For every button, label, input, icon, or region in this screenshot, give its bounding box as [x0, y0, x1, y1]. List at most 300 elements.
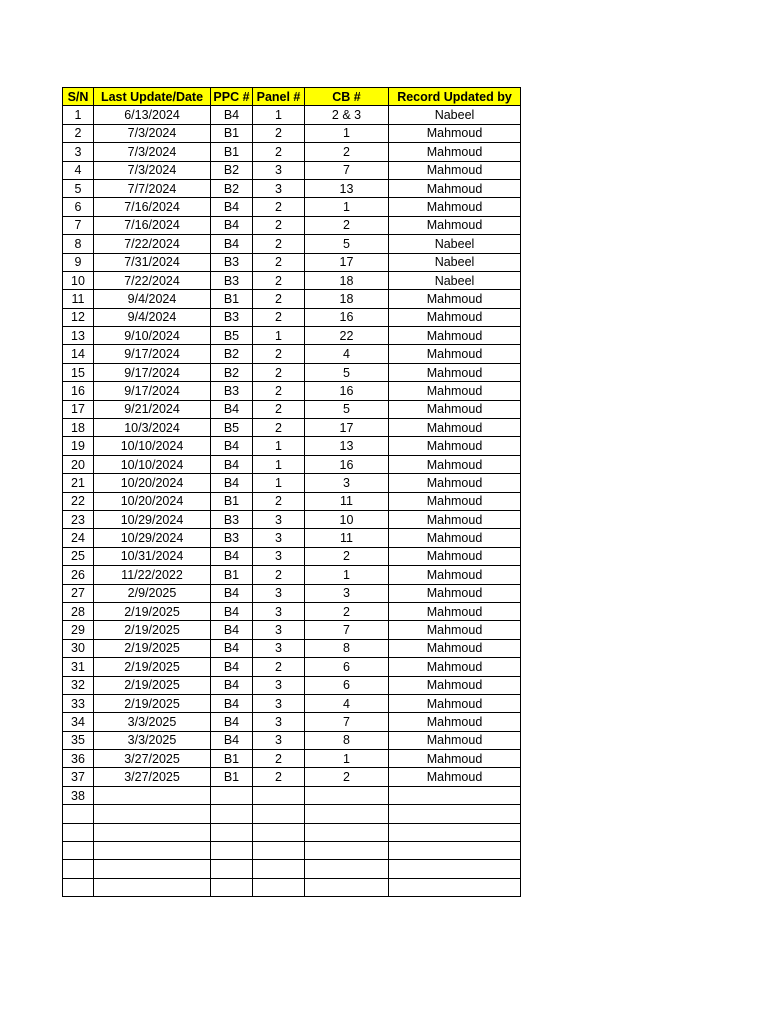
cell-updated-by[interactable]: Mahmoud: [389, 731, 521, 749]
cell-cb[interactable]: [305, 878, 389, 896]
cell-date[interactable]: 7/3/2024: [94, 143, 211, 161]
cell-date[interactable]: 2/19/2025: [94, 602, 211, 620]
cell-date[interactable]: 9/4/2024: [94, 290, 211, 308]
cell-date[interactable]: 7/3/2024: [94, 161, 211, 179]
table-row: [63, 676, 521, 694]
cell-sn[interactable]: 38: [63, 786, 94, 804]
table-row: [63, 400, 521, 418]
cell-panel[interactable]: 3: [253, 731, 305, 749]
cell-updated-by[interactable]: Mahmoud: [389, 639, 521, 657]
cell-cb[interactable]: 2 & 3: [305, 106, 389, 124]
cell-cb[interactable]: 18: [305, 271, 389, 289]
cell-cb[interactable]: 3: [305, 474, 389, 492]
table-row: [63, 437, 521, 455]
cell-cb[interactable]: 16: [305, 308, 389, 326]
cell-panel[interactable]: 3: [253, 676, 305, 694]
cell-ppc[interactable]: [211, 786, 253, 804]
cell-updated-by[interactable]: Mahmoud: [389, 584, 521, 602]
cell-cb[interactable]: 2: [305, 216, 389, 234]
cell-date[interactable]: 7/31/2024: [94, 253, 211, 271]
cell-date[interactable]: 9/4/2024: [94, 308, 211, 326]
table-row: [63, 382, 521, 400]
cell-updated-by[interactable]: Nabeel: [389, 271, 521, 289]
cell-cb[interactable]: 10: [305, 510, 389, 528]
cell-ppc[interactable]: B2: [211, 363, 253, 381]
cell-cb[interactable]: 11: [305, 529, 389, 547]
cell-date[interactable]: [94, 878, 211, 896]
cell-date[interactable]: 2/9/2025: [94, 584, 211, 602]
cell-cb[interactable]: 2: [305, 143, 389, 161]
cell-ppc[interactable]: B4: [211, 658, 253, 676]
cell-panel[interactable]: 3: [253, 694, 305, 712]
cell-panel[interactable]: 2: [253, 198, 305, 216]
cell-updated-by[interactable]: Mahmoud: [389, 547, 521, 565]
cell-cb[interactable]: 6: [305, 658, 389, 676]
cell-updated-by[interactable]: Mahmoud: [389, 566, 521, 584]
cell-date[interactable]: 3/27/2025: [94, 750, 211, 768]
update-records-table: [62, 87, 521, 897]
cell-date[interactable]: 10/10/2024: [94, 455, 211, 473]
cell-cb[interactable]: [305, 786, 389, 804]
cell-date[interactable]: 7/22/2024: [94, 271, 211, 289]
table-row: [63, 768, 521, 786]
table-row: [63, 161, 521, 179]
cell-sn[interactable]: [63, 842, 94, 860]
cell-sn[interactable]: 1: [63, 106, 94, 124]
header-ppc: PPC #: [211, 88, 253, 106]
table-row: [63, 860, 521, 878]
table-row: [63, 363, 521, 381]
cell-date[interactable]: 10/10/2024: [94, 437, 211, 455]
cell-panel[interactable]: 3: [253, 179, 305, 197]
cell-date[interactable]: 3/27/2025: [94, 768, 211, 786]
cell-cb[interactable]: 5: [305, 400, 389, 418]
cell-date[interactable]: 2/19/2025: [94, 639, 211, 657]
cell-cb[interactable]: 16: [305, 455, 389, 473]
cell-panel[interactable]: 2: [253, 382, 305, 400]
cell-ppc[interactable]: B3: [211, 382, 253, 400]
cell-ppc[interactable]: B1: [211, 143, 253, 161]
cell-ppc[interactable]: B2: [211, 161, 253, 179]
cell-updated-by[interactable]: Mahmoud: [389, 621, 521, 639]
cell-sn[interactable]: 24: [63, 529, 94, 547]
table-row: [63, 547, 521, 565]
cell-date[interactable]: 7/3/2024: [94, 124, 211, 142]
cell-ppc[interactable]: B4: [211, 547, 253, 565]
cell-updated-by[interactable]: Mahmoud: [389, 290, 521, 308]
cell-date[interactable]: 10/29/2024: [94, 529, 211, 547]
cell-sn[interactable]: 15: [63, 363, 94, 381]
cell-cb[interactable]: 17: [305, 419, 389, 437]
cell-sn[interactable]: 36: [63, 750, 94, 768]
cell-sn[interactable]: [63, 823, 94, 841]
cell-updated-by[interactable]: Mahmoud: [389, 768, 521, 786]
cell-sn[interactable]: 30: [63, 639, 94, 657]
cell-date[interactable]: 7/22/2024: [94, 235, 211, 253]
cell-updated-by[interactable]: Mahmoud: [389, 658, 521, 676]
cell-date[interactable]: 7/16/2024: [94, 216, 211, 234]
cell-ppc[interactable]: B2: [211, 345, 253, 363]
cell-updated-by[interactable]: [389, 805, 521, 823]
table-row: [63, 143, 521, 161]
cell-panel[interactable]: 2: [253, 492, 305, 510]
cell-cb[interactable]: 2: [305, 768, 389, 786]
cell-panel[interactable]: [253, 823, 305, 841]
cell-cb[interactable]: 7: [305, 161, 389, 179]
cell-ppc[interactable]: B4: [211, 621, 253, 639]
cell-ppc[interactable]: [211, 805, 253, 823]
table-row: [63, 179, 521, 197]
cell-date[interactable]: 10/20/2024: [94, 474, 211, 492]
cell-updated-by[interactable]: Mahmoud: [389, 216, 521, 234]
table-row: [63, 345, 521, 363]
cell-sn[interactable]: [63, 805, 94, 823]
cell-date[interactable]: 3/3/2025: [94, 713, 211, 731]
cell-date[interactable]: 2/19/2025: [94, 676, 211, 694]
cell-sn[interactable]: 2: [63, 124, 94, 142]
cell-ppc[interactable]: B4: [211, 639, 253, 657]
cell-cb[interactable]: 2: [305, 602, 389, 620]
cell-date[interactable]: 9/10/2024: [94, 327, 211, 345]
cell-updated-by[interactable]: [389, 823, 521, 841]
cell-panel[interactable]: 2: [253, 566, 305, 584]
cell-ppc[interactable]: B4: [211, 676, 253, 694]
cell-sn[interactable]: 37: [63, 768, 94, 786]
cell-updated-by[interactable]: [389, 842, 521, 860]
cell-ppc[interactable]: B4: [211, 455, 253, 473]
cell-updated-by[interactable]: Mahmoud: [389, 694, 521, 712]
cell-date[interactable]: [94, 805, 211, 823]
cell-sn[interactable]: 25: [63, 547, 94, 565]
cell-date[interactable]: 2/19/2025: [94, 621, 211, 639]
cell-panel[interactable]: [253, 878, 305, 896]
table-row: [63, 694, 521, 712]
cell-panel[interactable]: [253, 805, 305, 823]
cell-cb[interactable]: 5: [305, 235, 389, 253]
table-row: [63, 198, 521, 216]
cell-sn[interactable]: 17: [63, 400, 94, 418]
cell-panel[interactable]: 1: [253, 455, 305, 473]
cell-cb[interactable]: 5: [305, 363, 389, 381]
cell-sn[interactable]: 12: [63, 308, 94, 326]
cell-ppc[interactable]: B5: [211, 419, 253, 437]
cell-ppc[interactable]: B1: [211, 768, 253, 786]
cell-sn[interactable]: 7: [63, 216, 94, 234]
table-row: [63, 658, 521, 676]
cell-sn[interactable]: 31: [63, 658, 94, 676]
cell-sn[interactable]: 11: [63, 290, 94, 308]
cell-date[interactable]: [94, 823, 211, 841]
cell-date[interactable]: 10/20/2024: [94, 492, 211, 510]
table-row: [63, 455, 521, 473]
cell-panel[interactable]: 2: [253, 308, 305, 326]
cell-ppc[interactable]: B3: [211, 253, 253, 271]
table-row: [63, 842, 521, 860]
cell-ppc[interactable]: B3: [211, 529, 253, 547]
cell-date[interactable]: 9/21/2024: [94, 400, 211, 418]
cell-panel[interactable]: 2: [253, 253, 305, 271]
cell-ppc[interactable]: B4: [211, 731, 253, 749]
cell-panel[interactable]: 3: [253, 584, 305, 602]
cell-cb[interactable]: 18: [305, 290, 389, 308]
header-row: [63, 88, 521, 106]
cell-sn[interactable]: 5: [63, 179, 94, 197]
cell-updated-by[interactable]: Mahmoud: [389, 602, 521, 620]
cell-updated-by[interactable]: Mahmoud: [389, 510, 521, 528]
table-body: [63, 106, 521, 897]
table-row: [63, 510, 521, 528]
cell-panel[interactable]: 2: [253, 235, 305, 253]
cell-updated-by[interactable]: Nabeel: [389, 235, 521, 253]
cell-cb[interactable]: 3: [305, 584, 389, 602]
cell-date[interactable]: 9/17/2024: [94, 345, 211, 363]
table-row: [63, 216, 521, 234]
cell-ppc[interactable]: B4: [211, 602, 253, 620]
cell-panel[interactable]: 2: [253, 419, 305, 437]
cell-panel[interactable]: 1: [253, 327, 305, 345]
cell-ppc[interactable]: B3: [211, 510, 253, 528]
cell-ppc[interactable]: B4: [211, 713, 253, 731]
header-cb: CB #: [305, 88, 389, 106]
cell-cb[interactable]: 22: [305, 327, 389, 345]
table-row: [63, 290, 521, 308]
cell-cb[interactable]: 8: [305, 639, 389, 657]
cell-panel[interactable]: 2: [253, 271, 305, 289]
table-row: [63, 106, 521, 124]
cell-cb[interactable]: 4: [305, 345, 389, 363]
cell-sn[interactable]: 9: [63, 253, 94, 271]
cell-date[interactable]: 10/31/2024: [94, 547, 211, 565]
cell-date[interactable]: 7/16/2024: [94, 198, 211, 216]
cell-date[interactable]: 9/17/2024: [94, 363, 211, 381]
table-row: [63, 327, 521, 345]
cell-ppc[interactable]: B2: [211, 179, 253, 197]
cell-sn[interactable]: 6: [63, 198, 94, 216]
cell-cb[interactable]: 13: [305, 179, 389, 197]
cell-sn[interactable]: [63, 878, 94, 896]
cell-updated-by[interactable]: [389, 860, 521, 878]
cell-panel[interactable]: [253, 786, 305, 804]
cell-date[interactable]: 2/19/2025: [94, 694, 211, 712]
cell-panel[interactable]: [253, 842, 305, 860]
cell-date[interactable]: [94, 786, 211, 804]
cell-cb[interactable]: 2: [305, 547, 389, 565]
cell-date[interactable]: 10/3/2024: [94, 419, 211, 437]
cell-sn[interactable]: 29: [63, 621, 94, 639]
cell-date[interactable]: 6/13/2024: [94, 106, 211, 124]
header-sn: S/N: [63, 88, 94, 106]
cell-updated-by[interactable]: [389, 878, 521, 896]
cell-date[interactable]: 11/22/2022: [94, 566, 211, 584]
table-row: [63, 878, 521, 896]
cell-updated-by[interactable]: Mahmoud: [389, 750, 521, 768]
cell-ppc[interactable]: B1: [211, 290, 253, 308]
cell-sn[interactable]: 16: [63, 382, 94, 400]
cell-date[interactable]: [94, 842, 211, 860]
cell-updated-by[interactable]: Mahmoud: [389, 713, 521, 731]
cell-ppc[interactable]: B4: [211, 400, 253, 418]
cell-sn[interactable]: 18: [63, 419, 94, 437]
table-row: [63, 805, 521, 823]
cell-panel[interactable]: 2: [253, 768, 305, 786]
cell-cb[interactable]: [305, 805, 389, 823]
cell-ppc[interactable]: B3: [211, 271, 253, 289]
cell-sn[interactable]: 35: [63, 731, 94, 749]
cell-sn[interactable]: 10: [63, 271, 94, 289]
cell-cb[interactable]: 1: [305, 124, 389, 142]
cell-sn[interactable]: 22: [63, 492, 94, 510]
cell-updated-by[interactable]: Mahmoud: [389, 345, 521, 363]
cell-cb[interactable]: 11: [305, 492, 389, 510]
cell-sn[interactable]: 32: [63, 676, 94, 694]
cell-sn[interactable]: 23: [63, 510, 94, 528]
cell-updated-by[interactable]: Mahmoud: [389, 124, 521, 142]
cell-updated-by[interactable]: Mahmoud: [389, 179, 521, 197]
table-row: [63, 823, 521, 841]
cell-ppc[interactable]: B4: [211, 198, 253, 216]
cell-cb[interactable]: 6: [305, 676, 389, 694]
table-row: [63, 235, 521, 253]
cell-sn[interactable]: 13: [63, 327, 94, 345]
cell-ppc[interactable]: B4: [211, 474, 253, 492]
cell-cb[interactable]: 1: [305, 198, 389, 216]
cell-cb[interactable]: [305, 860, 389, 878]
cell-cb[interactable]: [305, 842, 389, 860]
cell-ppc[interactable]: B3: [211, 308, 253, 326]
cell-cb[interactable]: 16: [305, 382, 389, 400]
cell-panel[interactable]: 3: [253, 161, 305, 179]
cell-ppc[interactable]: [211, 823, 253, 841]
cell-date[interactable]: 7/7/2024: [94, 179, 211, 197]
cell-updated-by[interactable]: Mahmoud: [389, 529, 521, 547]
cell-panel[interactable]: 2: [253, 400, 305, 418]
cell-panel[interactable]: 3: [253, 547, 305, 565]
cell-panel[interactable]: 2: [253, 216, 305, 234]
cell-sn[interactable]: [63, 860, 94, 878]
cell-updated-by[interactable]: Nabeel: [389, 253, 521, 271]
cell-sn[interactable]: 4: [63, 161, 94, 179]
cell-panel[interactable]: 1: [253, 474, 305, 492]
cell-cb[interactable]: 17: [305, 253, 389, 271]
cell-panel[interactable]: 2: [253, 290, 305, 308]
cell-updated-by[interactable]: Mahmoud: [389, 419, 521, 437]
cell-sn[interactable]: 28: [63, 602, 94, 620]
cell-date[interactable]: 10/29/2024: [94, 510, 211, 528]
cell-panel[interactable]: 3: [253, 639, 305, 657]
cell-updated-by[interactable]: Nabeel: [389, 106, 521, 124]
cell-cb[interactable]: [305, 823, 389, 841]
cell-cb[interactable]: 8: [305, 731, 389, 749]
cell-sn[interactable]: 20: [63, 455, 94, 473]
cell-panel[interactable]: 2: [253, 345, 305, 363]
cell-sn[interactable]: 34: [63, 713, 94, 731]
cell-date[interactable]: 3/3/2025: [94, 731, 211, 749]
cell-panel[interactable]: 3: [253, 529, 305, 547]
cell-updated-by[interactable]: [389, 786, 521, 804]
cell-updated-by[interactable]: Mahmoud: [389, 308, 521, 326]
cell-panel[interactable]: 1: [253, 437, 305, 455]
cell-panel[interactable]: 2: [253, 143, 305, 161]
cell-updated-by[interactable]: Mahmoud: [389, 676, 521, 694]
cell-cb[interactable]: 7: [305, 713, 389, 731]
cell-updated-by[interactable]: Mahmoud: [389, 437, 521, 455]
cell-panel[interactable]: 2: [253, 124, 305, 142]
cell-updated-by[interactable]: Mahmoud: [389, 161, 521, 179]
cell-updated-by[interactable]: Mahmoud: [389, 198, 521, 216]
cell-cb[interactable]: 1: [305, 750, 389, 768]
table-row: [63, 492, 521, 510]
cell-ppc[interactable]: [211, 842, 253, 860]
table-row: [63, 731, 521, 749]
cell-cb[interactable]: 7: [305, 621, 389, 639]
table-row: [63, 124, 521, 142]
cell-sn[interactable]: 14: [63, 345, 94, 363]
cell-updated-by[interactable]: Mahmoud: [389, 474, 521, 492]
cell-panel[interactable]: [253, 860, 305, 878]
cell-ppc[interactable]: B1: [211, 492, 253, 510]
cell-ppc[interactable]: B4: [211, 235, 253, 253]
cell-panel[interactable]: 2: [253, 363, 305, 381]
cell-ppc[interactable]: B4: [211, 216, 253, 234]
cell-sn[interactable]: 19: [63, 437, 94, 455]
cell-ppc[interactable]: B1: [211, 566, 253, 584]
table-row: [63, 271, 521, 289]
cell-panel[interactable]: 3: [253, 510, 305, 528]
cell-panel[interactable]: 2: [253, 658, 305, 676]
cell-cb[interactable]: 1: [305, 566, 389, 584]
cell-sn[interactable]: 26: [63, 566, 94, 584]
table-row: [63, 750, 521, 768]
cell-ppc[interactable]: B4: [211, 694, 253, 712]
cell-ppc[interactable]: B4: [211, 584, 253, 602]
table-row: [63, 584, 521, 602]
cell-updated-by[interactable]: Mahmoud: [389, 400, 521, 418]
table-row: [63, 602, 521, 620]
table-row: [63, 713, 521, 731]
cell-updated-by[interactable]: Mahmoud: [389, 143, 521, 161]
cell-date[interactable]: [94, 860, 211, 878]
cell-ppc[interactable]: B1: [211, 124, 253, 142]
cell-panel[interactable]: 1: [253, 106, 305, 124]
cell-panel[interactable]: 3: [253, 602, 305, 620]
cell-updated-by[interactable]: Mahmoud: [389, 382, 521, 400]
cell-updated-by[interactable]: Mahmoud: [389, 492, 521, 510]
cell-updated-by[interactable]: Mahmoud: [389, 327, 521, 345]
header-panel: Panel #: [253, 88, 305, 106]
cell-panel[interactable]: 3: [253, 713, 305, 731]
cell-date[interactable]: 9/17/2024: [94, 382, 211, 400]
cell-sn[interactable]: 8: [63, 235, 94, 253]
cell-ppc[interactable]: B1: [211, 750, 253, 768]
cell-sn[interactable]: 21: [63, 474, 94, 492]
cell-cb[interactable]: 13: [305, 437, 389, 455]
cell-updated-by[interactable]: Mahmoud: [389, 455, 521, 473]
cell-ppc[interactable]: [211, 878, 253, 896]
cell-panel[interactable]: 3: [253, 621, 305, 639]
cell-ppc[interactable]: B4: [211, 106, 253, 124]
cell-cb[interactable]: 4: [305, 694, 389, 712]
cell-sn[interactable]: 27: [63, 584, 94, 602]
cell-updated-by[interactable]: Mahmoud: [389, 363, 521, 381]
cell-panel[interactable]: 2: [253, 750, 305, 768]
cell-ppc[interactable]: [211, 860, 253, 878]
cell-date[interactable]: 2/19/2025: [94, 658, 211, 676]
cell-sn[interactable]: 3: [63, 143, 94, 161]
table-row: [63, 529, 521, 547]
cell-ppc[interactable]: B5: [211, 327, 253, 345]
cell-sn[interactable]: 33: [63, 694, 94, 712]
cell-ppc[interactable]: B4: [211, 437, 253, 455]
